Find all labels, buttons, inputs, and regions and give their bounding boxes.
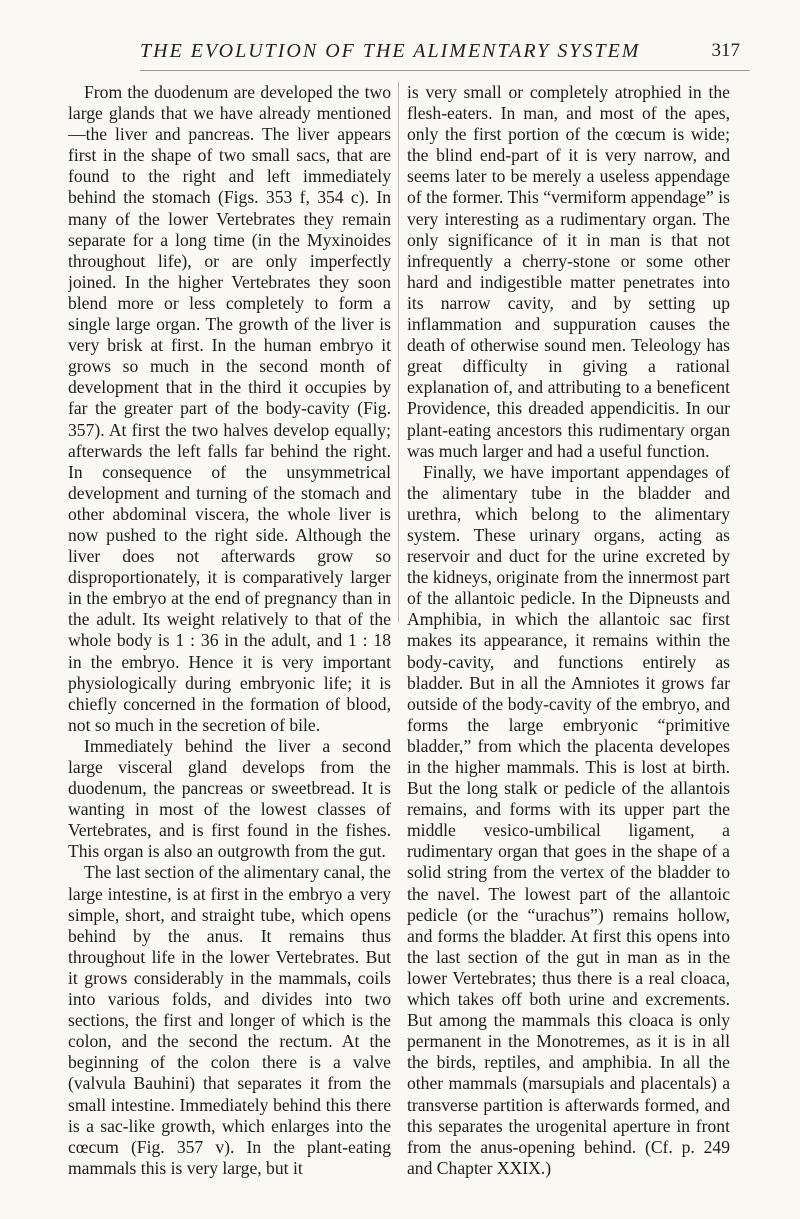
paragraph-caecum-continued: is very small or completely atrophied in the flesh-eaters. In man, and most of the apes, only the first portion of the cœcum is wide; the blind end-part of it is very narrow, and seems later to be merely a useless appendage of the former. This “vermiform appendage” is very interesting as a rudimentary organ. The only significance of it in man is that not infrequently a cherry-stone or some other hard and indigestible matter penetrates into its narrow cavity, and by setting up inflammation and suppuration causes the death of otherwise sound men. Teleology has great difficulty in giving a rational explanation of, and attributing to a beneficent Providence, this dreaded appendicitis. In our plant-eating ancestors this rudimentary organ was much larger and had a useful function. [407,82,730,461]
right-column [407,82,730,1192]
paragraph-pancreas: Immediately behind the liver a second large visceral gland develops from the duodenum, the pancreas or sweetbread. It is wanting in most of the lowest classes of Vertebrates, and is first found in the fishes. This organ is also an outgrowth from the gut. [68,735,391,862]
paragraph-liver: From the duodenum are developed the two large glands that we have already mentioned—the liver and pancreas. The liver appears first in the shape of two small sacs, that are found to the right and left immediately behind the stomach (Figs. 353 f, 354 c). In many of the lower Vertebrates they remain separate for a long time (in the Myxinoides throughout life), or are only imperfectly joined. In the higher Vertebrates they soon blend more or less completely to form a single large organ. The growth of the liver is very brisk at first. In the human embryo it grows so much in the second month of development that in the third it occupies by far the greater part of the body-cavity (Fig. 357). At first the two halves develop equally; afterwards the left falls far behind the right. In consequence of the unsymmetrical development and turning of the stomach and other abdominal viscera, the whole liver is now pushed to the right side. Although the liver does not afterwards grow so disproportionately, it is comparatively larger in the embryo at the end of pregnancy than in the adult. Its weight relatively to that of the whole body is 1 : 36 in the adult, and 1 : 18 in the embryo. Hence it is very important physiologically during embryonic life; it is chiefly concerned in the formation of blood, not so much in the secretion of bile. [68,82,391,735]
column-divider [398,82,399,622]
page-number: 317 [711,40,740,61]
paragraph-bladder: Finally, we have important appendages of the alimentary tube in the bladder and urethra, which belong to the alimentary system. These urinary organs, acting as reservoir and duct for the urine excreted by the kidneys, originate from the innermost part of the allantoic pedicle. In the Dipneusts and Amphibia, in which the allantoic sac first makes its appearance, it remains within the body-cavity, and functions entirely as bladder. But in all the Amniotes it grows far outside of the body-cavity of the embryo, and forms the large embryonic “primitive bladder,” from which the placenta developes in the higher mammals. This is lost at birth. But the long stalk or pedicle of the allantois remains, and forms with its upper part the middle vesico-umbilical ligament, a rudimentary organ that goes in the shape of a solid string from the vertex of the bladder to the navel. The lowest part of the allantoic pedicle (or the “urachus”) remains hollow, and forms the bladder. At first this opens into the last section of the gut in man as in the lower Vertebrates; thus there is a real cloaca, which takes off both urine and excrements. But among the mammals this cloaca is only permanent in the Monotremes, as it is in all the birds, reptiles, and amphibia. In all the other mammals (marsupials and placentals) a transverse partition is afterwards formed, and this separates the urogenital aperture in front from the anus-opening behind. (Cf. p. 249 and Chapter XXIX.) [407,461,730,1178]
header-rule [140,70,750,71]
paragraph-large-intestine: The last section of the alimentary canal, the large intestine, is at first in the embryo a very simple, short, and straight tube, which opens behind by the anus. It remains thus throughout life in the lower Vertebrates. But it grows considerably in the mammals, coils into various folds, and divides into two sections, the first and longer of which is the colon, and the second the rectum. At the beginning of the colon there is a valve (valvula Bauhini) that separates it from the small intestine. Immediately behind this there is a sac-like growth, which enlarges into the cœcum (Fig. 357 v). In the plant-eating mammals this is very large, but it [68,862,391,1178]
page-header [140,40,760,74]
running-title: THE EVOLUTION OF THE ALIMENTARY SYSTEM [140,40,641,62]
left-column [68,82,391,1192]
